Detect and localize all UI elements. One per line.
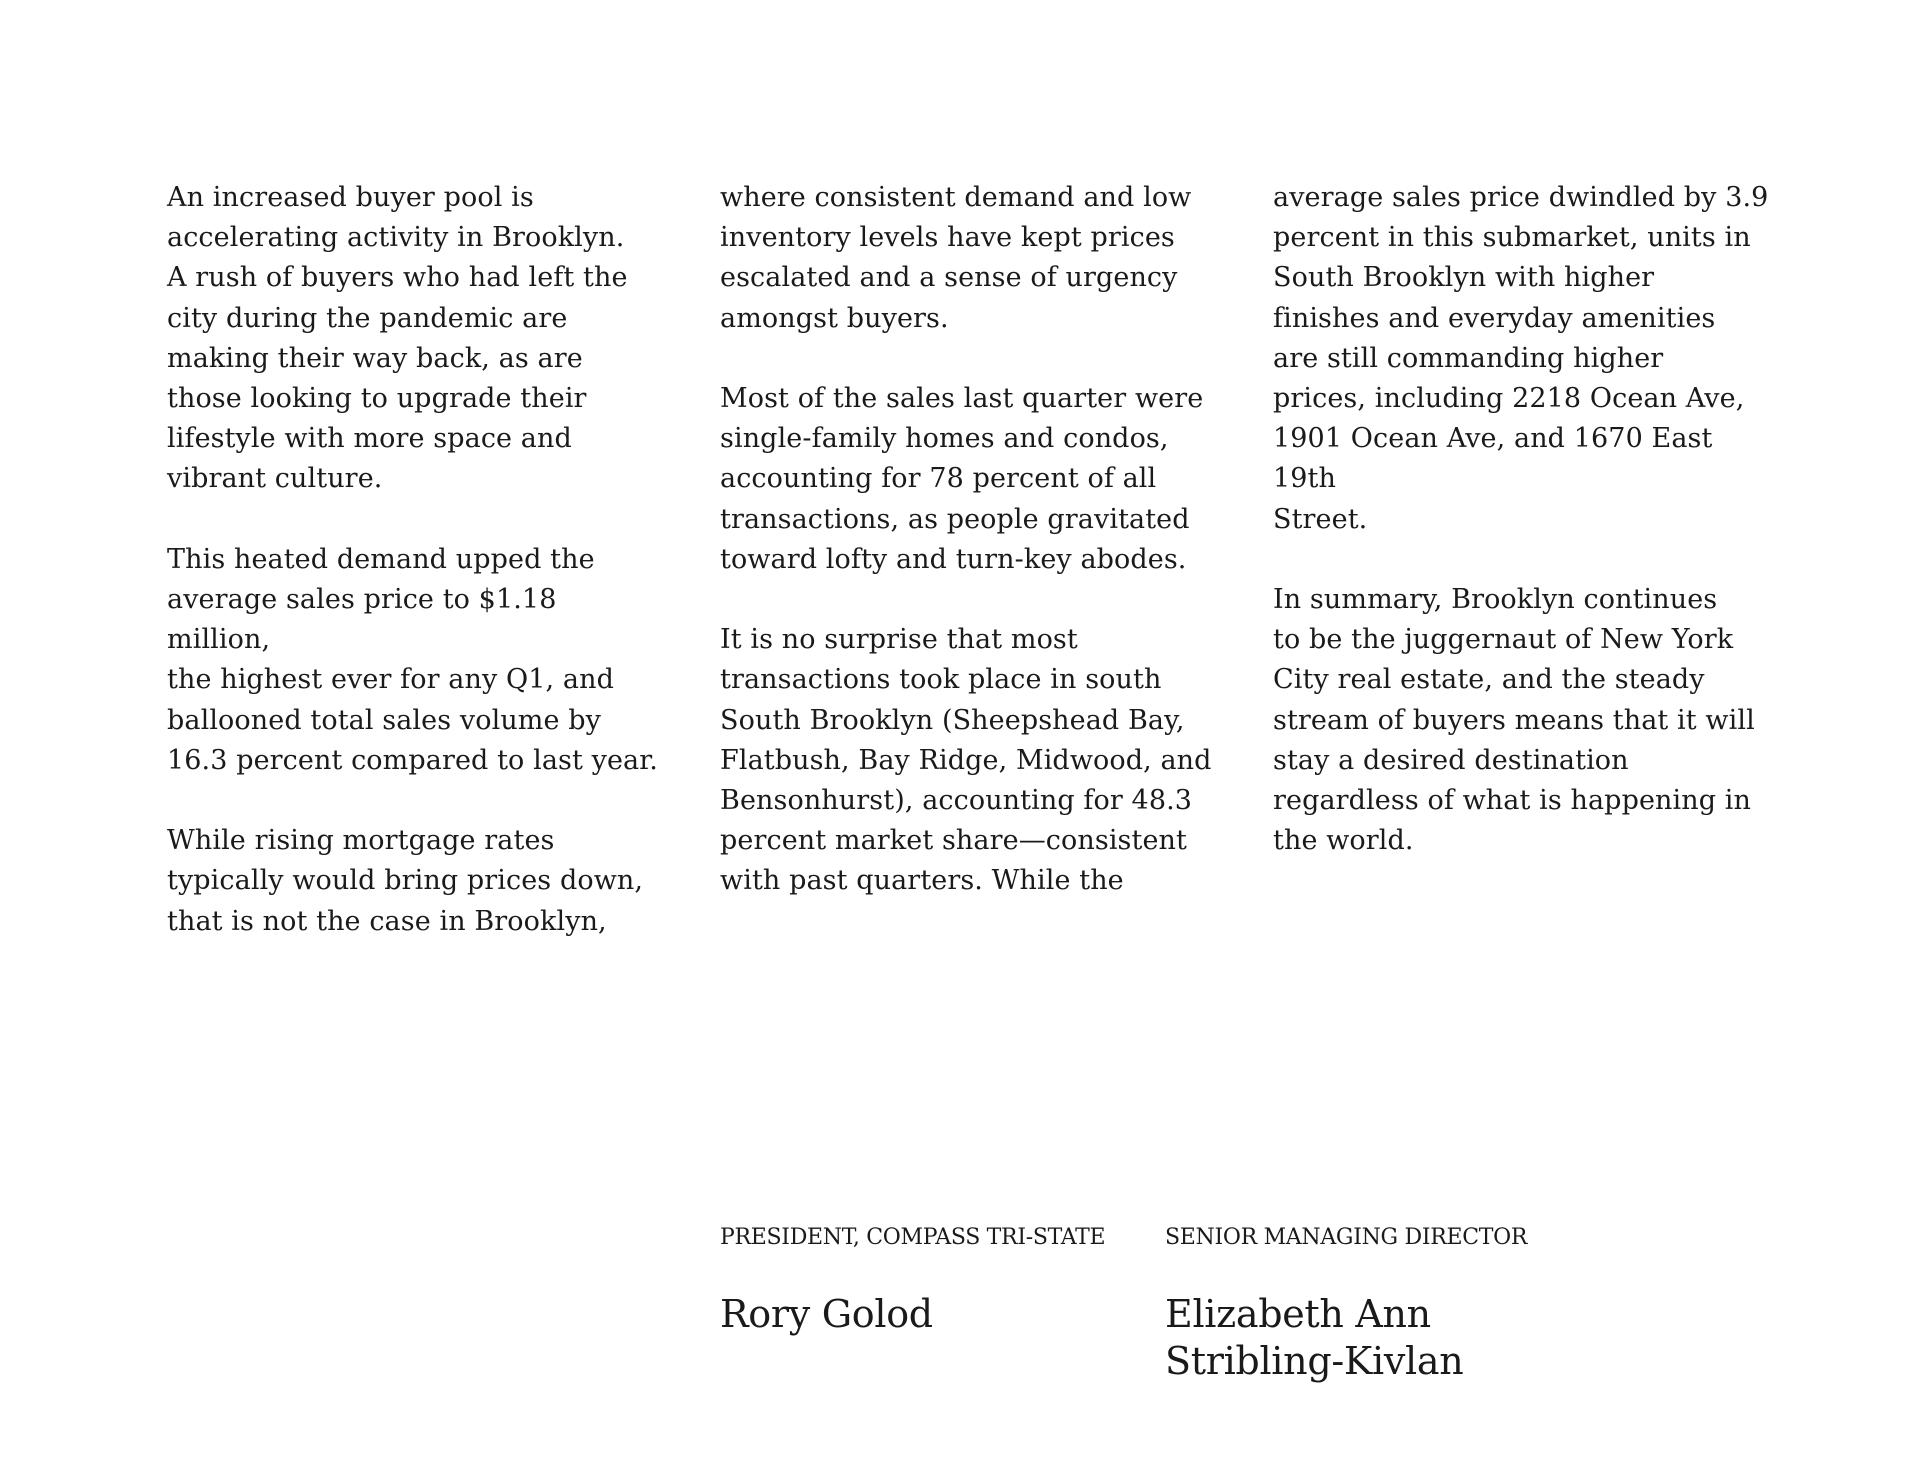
paragraph: In summary, Brooklyn continues to be the juggernaut of New York City real estate, and the steady stream of buyers means that it will stay a desired destination regardless of what is happening in the world.: [1273, 584, 1755, 857]
signature-name: Rory Golod: [720, 1292, 933, 1336]
paragraph: Most of the sales last quarter were single-family homes and condos, accounting for 78 percent of all transactions, as people gravitated toward lofty and turn-key abodes.: [720, 383, 1204, 575]
article-column-3: [1273, 178, 1773, 902]
paragraph: While rising mortgage rates typically would bring prices down, that is not the case in Brooklyn,: [167, 825, 644, 937]
signature-block-director: [1165, 1223, 1527, 1385]
article-column-2: [720, 178, 1220, 942]
signature-title: SENIOR MANAGING DIRECTOR: [1165, 1225, 1528, 1250]
paragraph: This heated demand upped the average sales price to $1.18 million, the highest ever for any Q1, and ballooned total sales volume by 16.3 percent compared to last year.: [167, 543, 658, 776]
signature-title: PRESIDENT, COMPASS TRI-STATE: [720, 1225, 1106, 1250]
paragraph: average sales price dwindled by 3.9 percent in this submarket, units in South Brooklyn with higher finishes and everyday amenities are still commanding higher prices, including 2218 Ocean Ave, 1901 Ocean Ave, and 1670 East 19th Street.: [1273, 182, 1769, 535]
paragraph: It is no surprise that most transactions took place in south South Brooklyn (Sheepshead Bay, Flatbush, Bay Ridge, Midwood, and Bensonhurst), accounting for 48.3 percent market share—consistent with past quarters. While the: [720, 624, 1212, 897]
signature-block-president: [720, 1223, 1105, 1338]
signature-name: Elizabeth Ann Stribling-Kivlan: [1165, 1292, 1464, 1383]
paragraph: An increased buyer pool is accelerating activity in Brooklyn. A rush of buyers who had left the city during the pandemic are making their way back, as are those looking to upgrade their lifestyle with more space and vibrant culture.: [167, 182, 628, 495]
article-column-1: [167, 178, 667, 982]
paragraph: where consistent demand and low inventory levels have kept prices escalated and a sense of urgency amongst buyers.: [720, 182, 1192, 334]
